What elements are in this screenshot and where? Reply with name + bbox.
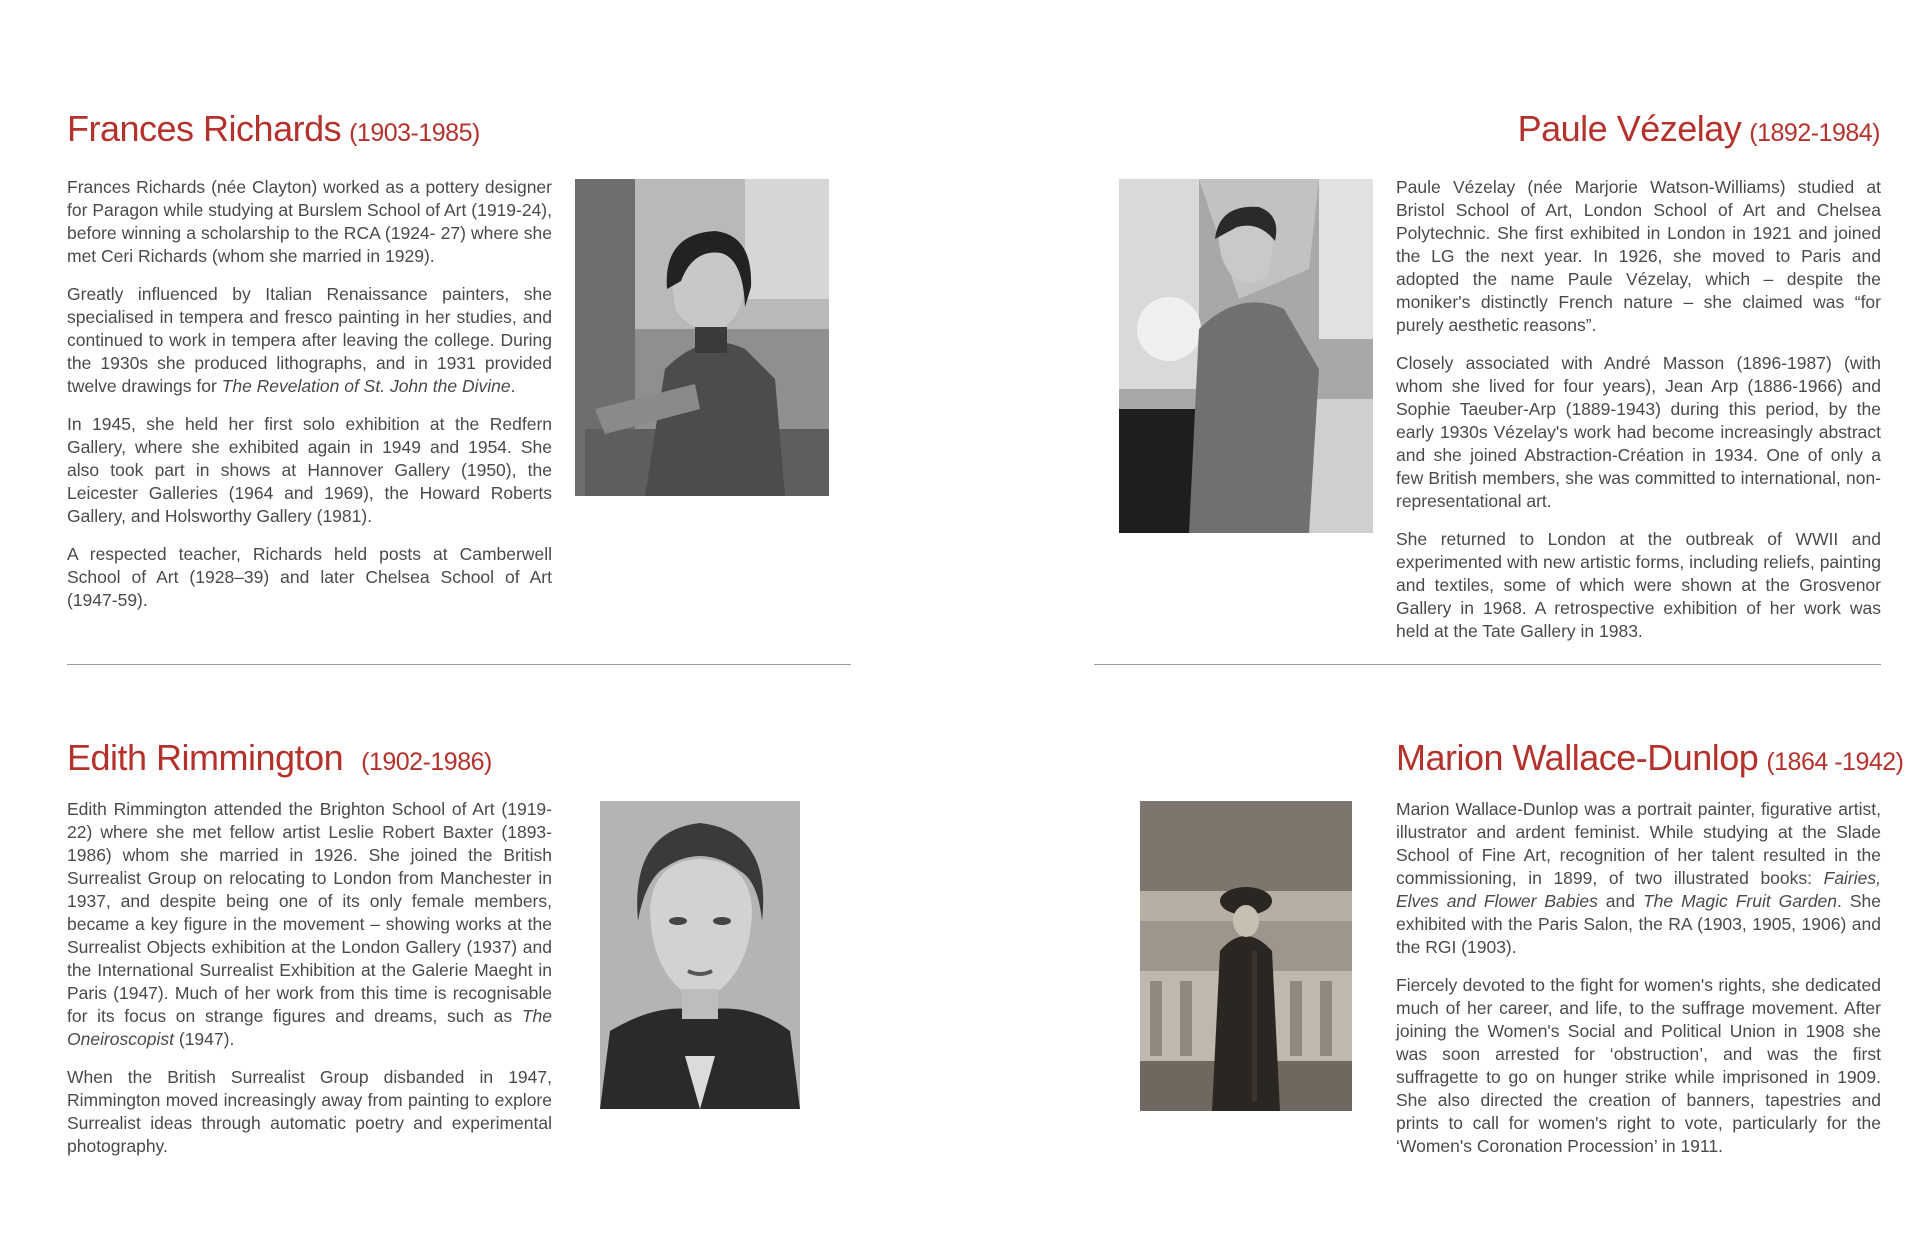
section-divider-left [67, 664, 851, 665]
bio-text: . She exhibited with the Paris Salon, the RA (1903, 1905, 1906) and the RGI (1903). [1396, 891, 1881, 957]
bio-text: Marion Wallace-Dunlop was a portrait painter, figurative artist, illustrator and ardent feminist. While studying at the Slade School of Fine Art, recognition of her talent resulted in the commissioning, in 1899, of two illustrated books: [1396, 799, 1881, 888]
vezelay-name: Paule Vézelay [1517, 108, 1742, 149]
rimmington-heading [67, 737, 492, 779]
bio-text: Greatly influenced by Italian Renaissance painters, she specialised in tempera and fresco painting in her studies, and continued to work in tempera after leaving the college. During the 1930s she produced lithographs, and in 1931 provided twelve drawings for [67, 284, 552, 396]
rimmington-dates: (1902-1986) [361, 748, 492, 776]
vezelay-dates: (1892-1984) [1749, 119, 1880, 147]
wallace-dunlop-heading [1396, 737, 1903, 779]
bio-text: Paule Vézelay (née Marjorie Watson-Williams) studied at Bristol School of Art, London School of Art and Chelsea Polytechnic. She first exhibited in London in 1921 and joined the LG the next year. In 1926, she moved to Paris and adopted the name Paule Vézelay, which – despite the moniker's distinctly French nature – she claimed was “for purely aesthetic reasons”. [1396, 177, 1881, 335]
bio-paragraph [1396, 352, 1881, 513]
bio-text: Edith Rimmington attended the Brighton School of Art (1919-22) where she met fellow artist Leslie Robert Baxter (1893-1986) whom she married in 1926. She joined the British Surrealist Group on relocating to London from Manchester in 1937, and despite being one of its only female members, became a key figure in the movement – showing works at the Surrealist Objects exhibition at the London Gallery (1937) and the International Surrealist Exhibition at the Galerie Maeght in Paris (1947). Much of her work from this time is recognisable for its focus on strange figures and dreams, such as [67, 799, 552, 1026]
bio-paragraph [67, 176, 552, 268]
bio-text: When the British Surrealist Group disbanded in 1947, Rimmington moved increasingly away from painting to explore Surrealist ideas through automatic poetry and experimental photography. [67, 1067, 552, 1156]
richards-portrait-photo [575, 179, 829, 496]
bio-paragraph [1396, 528, 1881, 643]
richards-dates: (1903-1985) [349, 119, 480, 147]
bio-paragraph [67, 283, 552, 398]
vezelay-portrait-photo [1119, 179, 1373, 533]
bio-text: A respected teacher, Richards held posts at Camberwell School of Art (1928–39) and later Chelsea School of Art (1947-59). [67, 544, 552, 610]
richards-bio [67, 176, 552, 627]
wallace-dunlop-name: Marion Wallace-Dunlop [1396, 737, 1759, 778]
rimmington-name: Edith Rimmington [67, 737, 344, 778]
vezelay-bio [1396, 176, 1881, 658]
bio-paragraph [67, 1066, 552, 1158]
wallace-dunlop-dates: (1864 -1942) [1766, 748, 1904, 776]
bio-paragraph [67, 543, 552, 612]
artwork-title: The Magic Fruit Garden [1642, 891, 1838, 911]
artwork-title: Fairies, Elves and Flower Babies [1396, 868, 1881, 911]
section-divider-right [1094, 664, 1881, 665]
bio-paragraph [1396, 798, 1881, 959]
rimmington-portrait-photo [600, 801, 800, 1109]
bio-text: She returned to London at the outbreak of WWII and experimented with new artistic forms, including reliefs, painting and textiles, some of which were shown at the Grosvenor Gallery in 1968. A retrospective exhibition of her work was held at the Tate Gallery in 1983. [1396, 529, 1881, 641]
richards-heading [67, 108, 480, 150]
bio-text: and [1597, 891, 1643, 911]
bio-text: Fiercely devoted to the fight for women's rights, she dedicated much of her career, and life, to the suffrage movement. After joining the Women's Social and Political Union in 1908 she was soon arrested for ‘obstruction’, and was the first suffragette to go on hunger strike while imprisoned in 1909. She also directed the creation of banners, tapestries and prints to call for women's right to vote, particularly for the ‘Women's Coronation Procession’ in 1911. [1396, 975, 1881, 1156]
vezelay-heading [1518, 108, 1880, 150]
bio-text: Closely associated with André Masson (1896-1987) (with whom she lived for four years), Jean Arp (1886-1966) and Sophie Taeuber-Arp (1889-1943) during this period, by the early 1930s Vézelay's work had become increasingly abstract and she joined Abstraction-Création in 1934. One of only a few British members, she was committed to international, non- representational art. [1396, 353, 1881, 511]
bio-text: . [510, 376, 516, 396]
bio-paragraph [67, 413, 552, 528]
bio-text: In 1945, she held her first solo exhibition at the Redfern Gallery, where she exhibited again in 1949 and 1954. She also took part in shows at Hannover Gallery (1950), the Leicester Galleries (1964 and 1969), the Howard Roberts Gallery, and Holsworthy Gallery (1981). [67, 414, 552, 526]
rimmington-bio [67, 798, 552, 1173]
bio-paragraph [67, 798, 552, 1051]
artwork-title: The Revelation of St. John the Divine [221, 376, 511, 396]
wallace-dunlop-bio [1396, 798, 1881, 1173]
bio-paragraph [1396, 176, 1881, 337]
artwork-title: The Oneiroscopist [67, 1006, 552, 1049]
bio-paragraph [1396, 974, 1881, 1158]
bio-text: Frances Richards (née Clayton) worked as a pottery designer for Paragon while studying at Burslem School of Art (1919-24), before winning a scholarship to the RCA (1924- 27) where she met Ceri Richards (whom she married in 1929). [67, 177, 552, 266]
bio-text: (1947). [174, 1029, 235, 1049]
wallace-dunlop-portrait-photo [1140, 801, 1352, 1111]
richards-name: Frances Richards [67, 108, 342, 149]
